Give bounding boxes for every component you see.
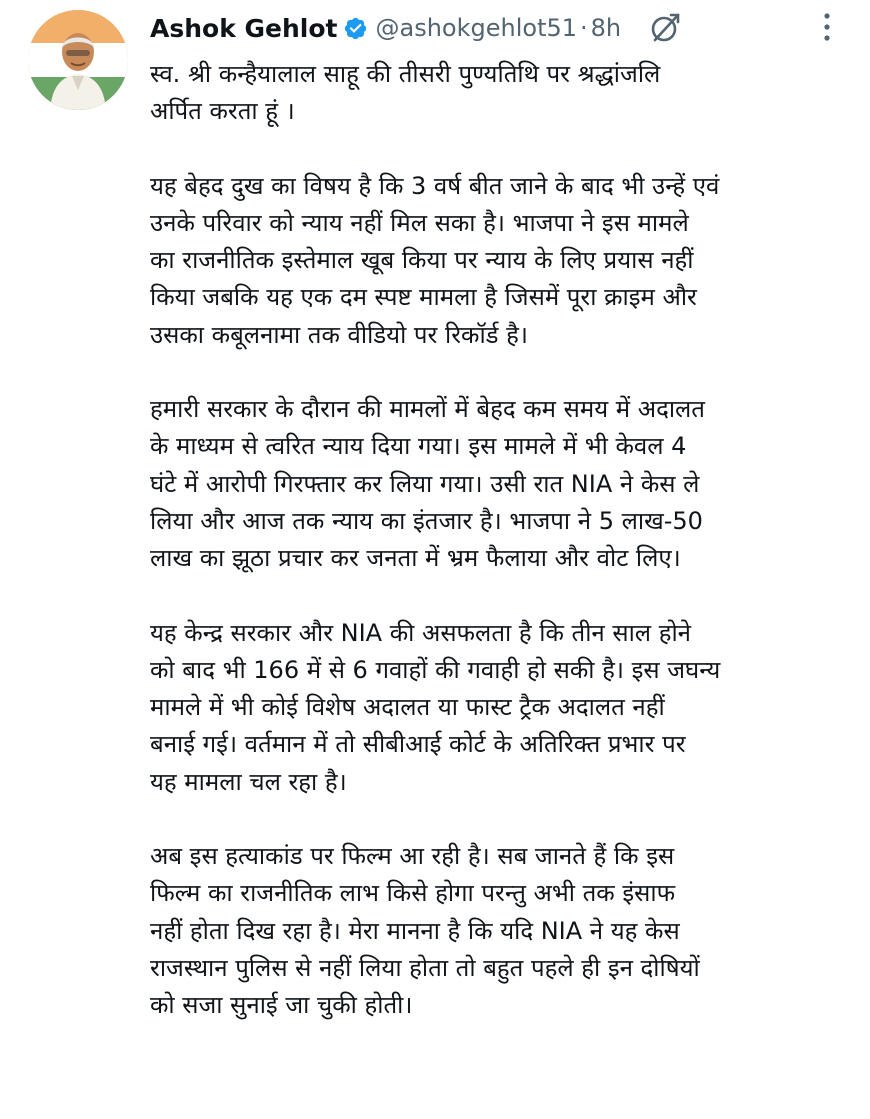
tweet-paragraph: हमारी सरकार के दौरान की मामलों में बेहद कम समय में अदालत के माध्यम से त्वरित न्याय दिया गया। इस मामले में भी केवल 4 घंटे में आरोपी गिरफ्तार कर लिया गया। उसी रात NIA ने केस ले लिया और आज तक न्याय का इंतजार है। भाजपा ने 5 लाख-50 लाख का झूठा प्रचार कर जनता में भ्रम फैलाया और वोट लिए। bbox=[150, 395, 705, 573]
tweet-paragraph: यह बेहद दुख का विषय है कि 3 वर्ष बीत जाने के बाद भी उन्हें एवं उनके परिवार को न्याय नहीं मिल सका है। भाजपा ने इस मामले का राजनीतिक इस्तेमाल खूब किया पर न्याय के लिए प्रयास नहीं किया जबकि यह एक दम स्पष्ट मामला है जिसमें पूरा क्राइम और उसका कबूलनामा तक वीडियो पर रिकॉर्ड है। bbox=[150, 171, 720, 349]
tweet-paragraph: स्व. श्री कन्हैयालाल साहू की तीसरी पुण्यतिथि पर श्रद्धांजलि अर्पित करता हूं । bbox=[150, 60, 661, 126]
author-handle[interactable]: @ashokgehlot51 bbox=[375, 14, 578, 42]
paragraph-spacer bbox=[150, 578, 850, 615]
paragraph-spacer bbox=[150, 131, 850, 168]
tweet-header bbox=[150, 8, 830, 48]
tweet-text bbox=[150, 56, 850, 1025]
grok-icon[interactable] bbox=[649, 11, 683, 45]
verified-badge-icon bbox=[343, 16, 368, 41]
tweet-paragraph: अब इस हत्याकांड पर फिल्म आ रही है। सब जानते हैं कि इस फिल्म का राजनीतिक लाभ किसे होगा परन्तु अभी तक इंसाफ नहीं होता दिख रहा है। मेरा मानना है कि यदि NIA ने यह केस राजस्थान पुलिस से नहीं लिया होता तो बहुत पहले ही इन दोषियों को सजा सुनाई जा चुकी होती। bbox=[150, 842, 700, 1020]
avatar[interactable] bbox=[28, 10, 128, 110]
author-name[interactable]: Ashok Gehlot bbox=[150, 13, 338, 43]
paragraph-spacer bbox=[150, 354, 850, 391]
timestamp[interactable]: 8h bbox=[590, 14, 622, 42]
separator-dot: · bbox=[580, 14, 588, 42]
more-options-icon[interactable] bbox=[820, 10, 834, 44]
tweet-paragraph: यह केन्द्र सरकार और NIA की असफलता है कि तीन साल होने को बाद भी 166 में से 6 गवाहों की गवाही हो सकी है। इस जघन्य मामले में भी कोई विशेष अदालत या फास्ट ट्रैक अदालत नहीं बनाई गई। वर्तमान में तो सीबीआई कोर्ट के अतिरिक्त प्रभार पर यह मामला चल रहा है। bbox=[150, 618, 721, 796]
paragraph-spacer bbox=[150, 801, 850, 838]
avatar-image bbox=[28, 10, 128, 110]
